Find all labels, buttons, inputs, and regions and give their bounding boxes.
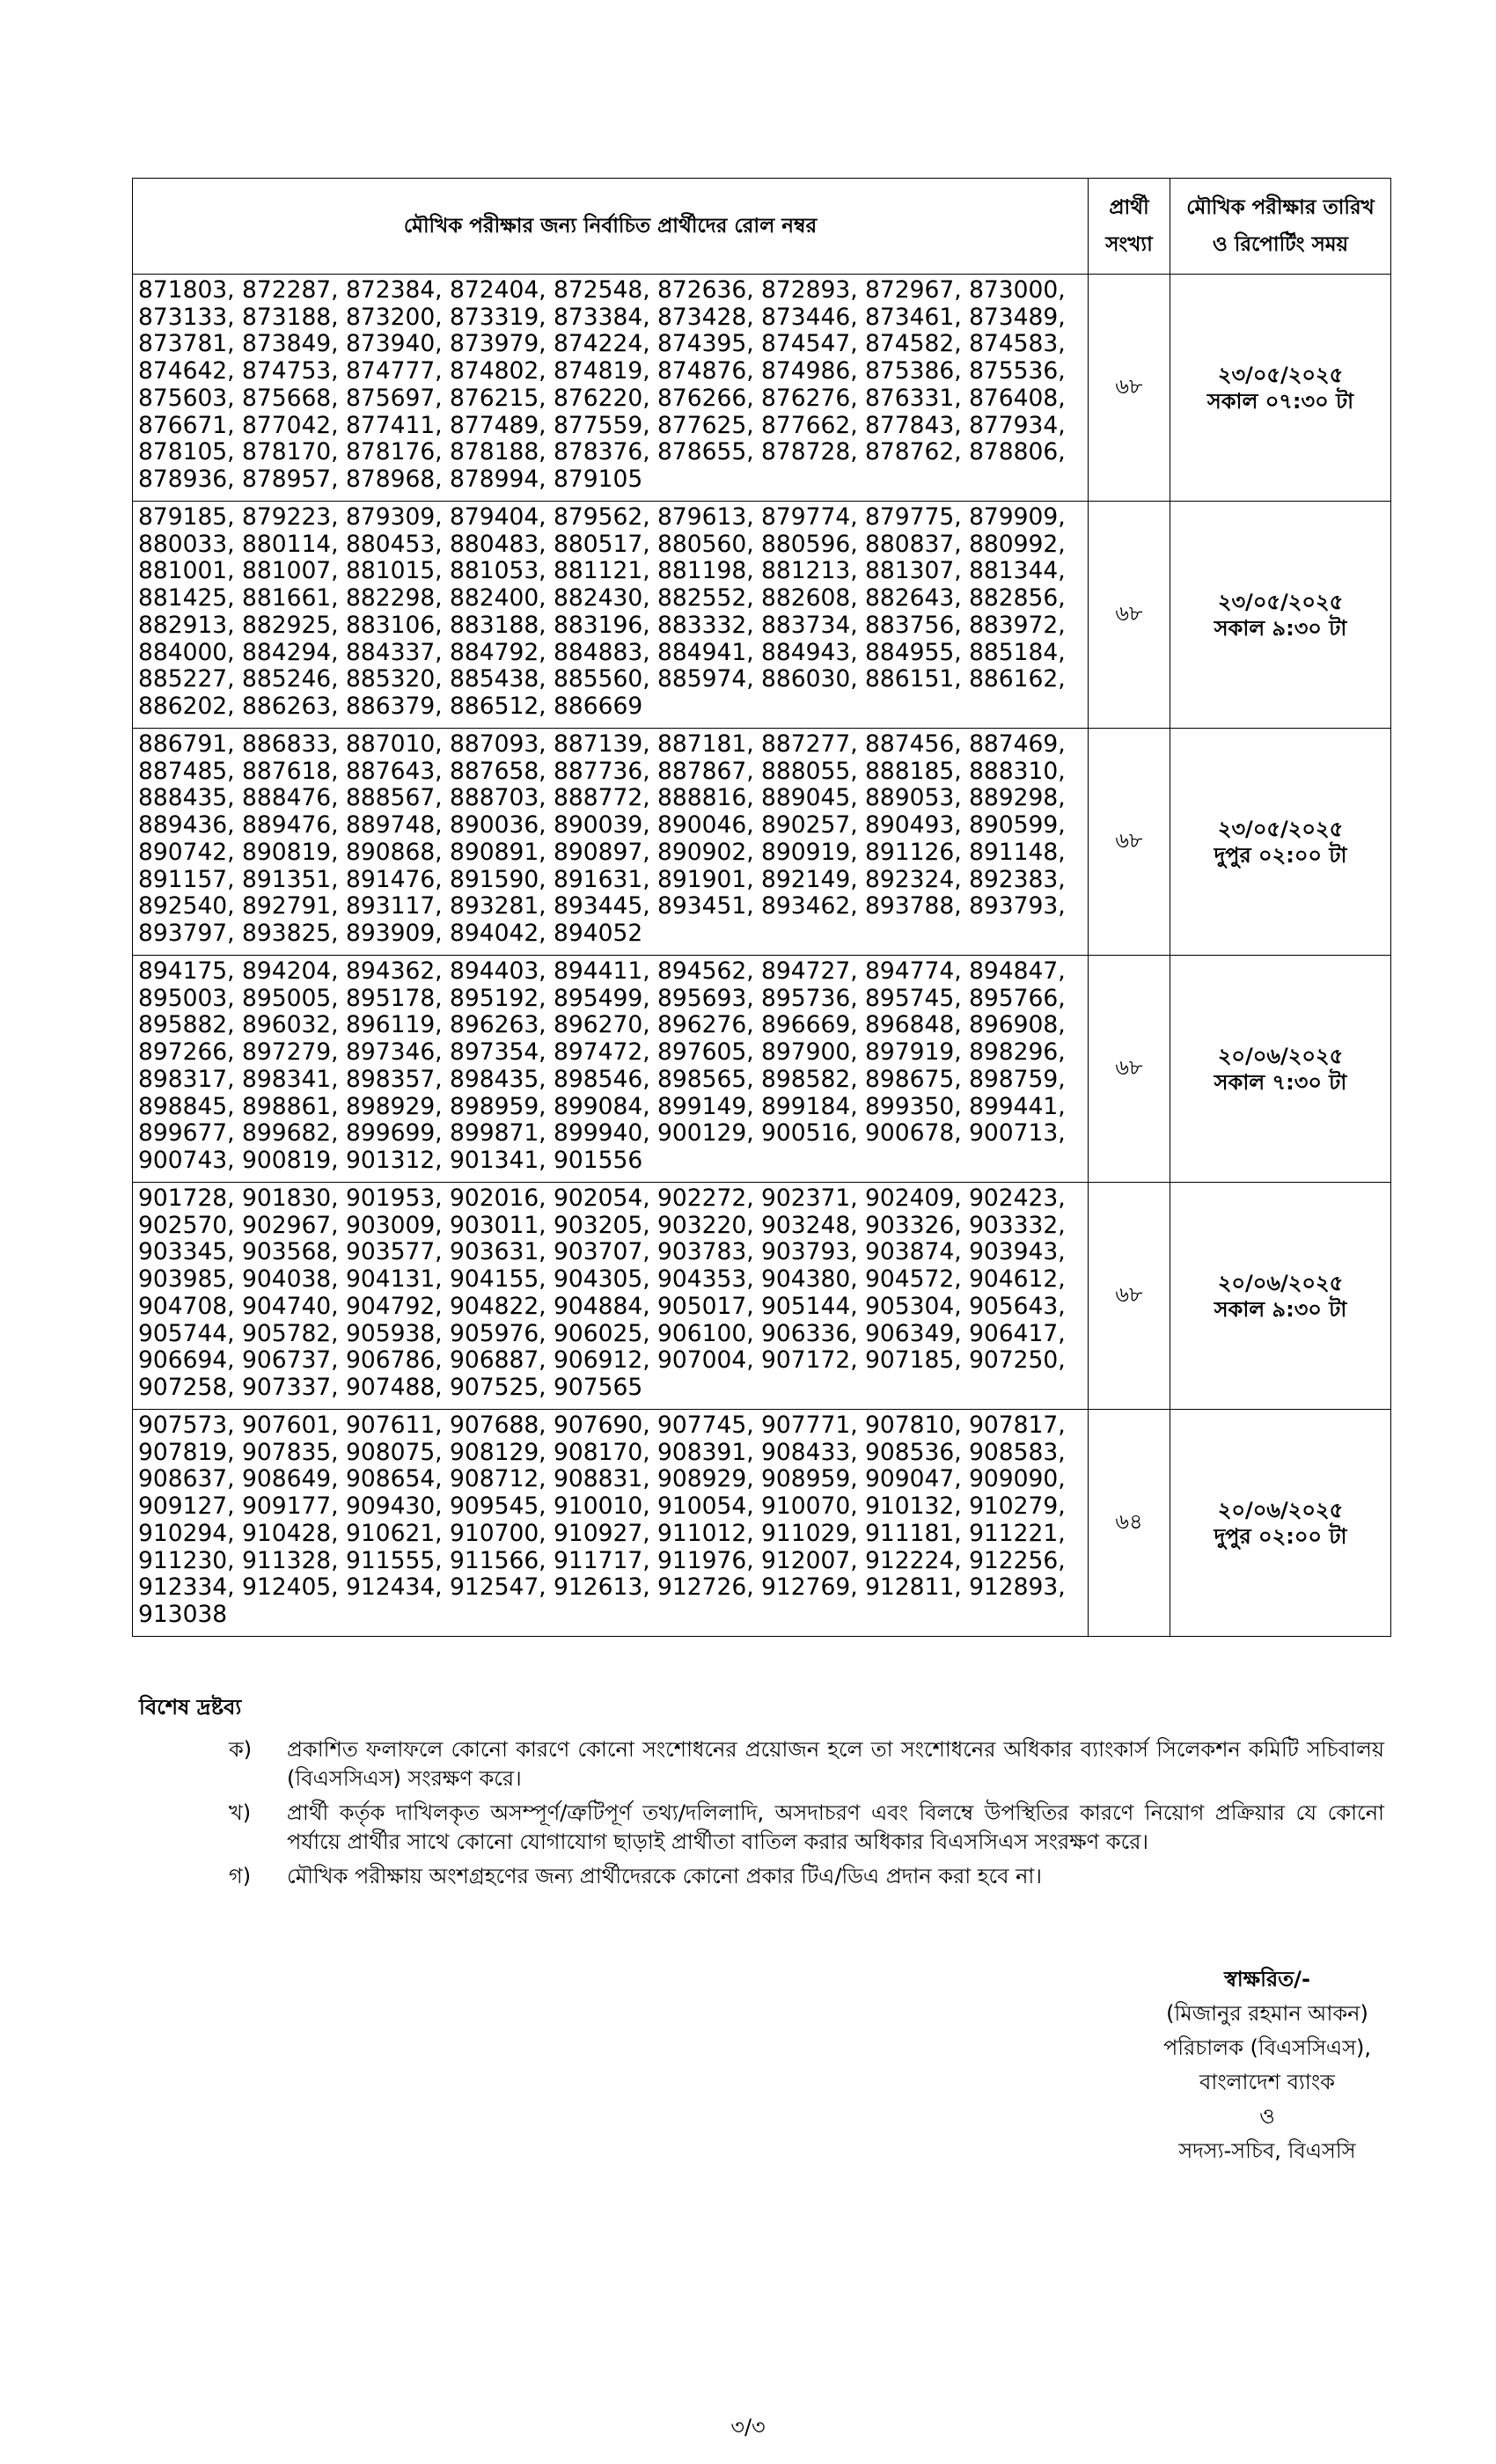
signed-label: স্বাক্ষরিত/- xyxy=(1224,1967,1310,1991)
note-marker: ক) xyxy=(229,1737,253,1762)
candidate-count-cell: ৬৮ xyxy=(1089,1183,1170,1410)
viva-date: ২৩/০৫/২০২৫ xyxy=(1217,589,1344,614)
candidate-count-cell: ৬৪ xyxy=(1089,1410,1170,1637)
note-item xyxy=(139,1735,1384,1793)
header-candidate-count xyxy=(1089,179,1170,275)
note-text: প্রার্থী কর্তৃক দাখিলকৃত অসম্পূর্ণ/ত্রুটিপূর্ণ তথ্য/দলিলাদি, অসদাচরণ এবং বিলম্বে উপস্থিতির কারণে নিয়োগ প্রক্রিয়ার যে কোনো পর্যায়ে প্রার্থীর সাথে কোনো যোগাযোগ ছাড়াই প্রার্থীতা বাতিল করার অধিকার বিএসসিএস সংরক্ষণ করে। xyxy=(287,1800,1384,1854)
roll-numbers-cell: 879185, 879223, 879309, 879404, 879562, 879613, 879774, 879775, 879909, 880033, 880114, 880453, 880483, 880517, 880560, 880596, 880837, 880992, 881001, 881007, 881015, 881053, 881121, 881198, 881213, 881307, 881344, 881425, 881661, 882298, 882400, 882430, 882552, 882608, 882643, 882856, 882913, 882925, 883106, 883188, 883196, 883332, 883734, 883756, 883972, 884000, 884294, 884337, 884792, 884883, 884941, 884943, 884955, 885184, 885227, 885246, 885320, 885438, 885560, 885974, 886030, 886151, 886162, 886202, 886263, 886379, 886512, 886669 xyxy=(133,502,1089,729)
roll-numbers-cell: 901728, 901830, 901953, 902016, 902054, 902272, 902371, 902409, 902423, 902570, 902967, 903009, 903011, 903205, 903220, 903248, 903326, 903332, 903345, 903568, 903577, 903631, 903707, 903783, 903793, 903874, 903943, 903985, 904038, 904131, 904155, 904305, 904353, 904380, 904572, 904612, 904708, 904740, 904792, 904822, 904884, 905017, 905144, 905304, 905643, 905744, 905782, 905938, 905976, 906025, 906100, 906336, 906349, 906417, 906694, 906737, 906786, 906887, 906912, 907004, 907172, 907185, 907250, 907258, 907337, 907488, 907525, 907565 xyxy=(133,1183,1089,1410)
reporting-time: দুপুর ০২:০০ টা xyxy=(1214,1523,1347,1549)
signatory-conjunction: ও xyxy=(1259,2104,1275,2129)
note-marker: খ) xyxy=(229,1800,252,1825)
note-item xyxy=(139,1862,1384,1891)
candidate-count-cell: ৬৮ xyxy=(1089,275,1170,502)
special-notes xyxy=(139,1691,1384,1896)
page-number: ৩/৩ xyxy=(730,2415,766,2439)
header-roll-numbers: মৌখিক পরীক্ষার জন্য নির্বাচিত প্রার্থীদের রোল নম্বর xyxy=(133,179,1089,275)
note-marker: গ) xyxy=(229,1864,252,1888)
notes-heading: বিশেষ দ্রষ্টব্য xyxy=(139,1695,242,1720)
roll-numbers-cell: 894175, 894204, 894362, 894403, 894411, 894562, 894727, 894774, 894847, 895003, 895005, 895178, 895192, 895499, 895693, 895736, 895745, 895766, 895882, 896032, 896119, 896263, 896270, 896276, 896669, 896848, 896908, 897266, 897279, 897346, 897354, 897472, 897605, 897900, 897919, 898296, 898317, 898341, 898357, 898435, 898546, 898565, 898582, 898675, 898759, 898845, 898861, 898929, 898959, 899084, 899149, 899184, 899350, 899441, 899677, 899682, 899699, 899871, 899940, 900129, 900516, 900678, 900713, 900743, 900819, 901312, 901341, 901556 xyxy=(133,956,1089,1183)
signature-block xyxy=(1091,1962,1443,2168)
table-header-row xyxy=(133,179,1391,275)
table-row xyxy=(133,1183,1391,1410)
signatory-name: (মিজানুর রহমান আকন) xyxy=(1166,2001,1368,2026)
viva-schedule-cell xyxy=(1170,502,1391,729)
reporting-time: সকাল ৭:৩০ টা xyxy=(1214,1069,1347,1095)
candidate-count-cell: ৬৮ xyxy=(1089,956,1170,1183)
signatory-organization: বাংলাদেশ ব্যাংক xyxy=(1199,2070,1335,2094)
viva-date: ২৩/০৫/২০২৫ xyxy=(1217,362,1344,387)
viva-schedule-cell xyxy=(1170,275,1391,502)
header-viva-date xyxy=(1170,179,1391,275)
viva-date: ২০/০৬/২০২৫ xyxy=(1217,1497,1344,1522)
table-row xyxy=(133,729,1391,956)
note-text: প্রকাশিত ফলাফলে কোনো কারণে কোনো সংশোধনের প্রয়োজন হলে তা সংশোধনের অধিকার ব্যাংকার্স সিলেকশন কমিটি সচিবালয় (বিএসসিএস) সংরক্ষণ করে। xyxy=(287,1737,1384,1791)
table-row xyxy=(133,275,1391,502)
reporting-time: সকাল ৯:৩০ টা xyxy=(1214,615,1347,641)
viva-schedule-cell xyxy=(1170,1410,1391,1637)
candidate-count-cell: ৬৮ xyxy=(1089,729,1170,956)
results-table xyxy=(132,178,1391,1637)
reporting-time: সকাল ৯:৩০ টা xyxy=(1214,1296,1347,1322)
header-count-line1: প্রার্থী xyxy=(1109,196,1149,219)
note-text: মৌখিক পরীক্ষায় অংশগ্রহণের জন্য প্রার্থীদেরকে কোনো প্রকার টিএ/ডিএ প্রদান করা হবে না। xyxy=(287,1864,1042,1888)
viva-schedule-cell xyxy=(1170,729,1391,956)
signatory-designation: পরিচালক (বিএসসিএস), xyxy=(1162,2035,1372,2060)
reporting-time: সকাল ০৭:৩০ টা xyxy=(1206,388,1354,414)
viva-date: ২০/০৬/২০২৫ xyxy=(1217,1270,1344,1295)
table-row xyxy=(133,502,1391,729)
viva-schedule-cell xyxy=(1170,956,1391,1183)
reporting-time: দুপুর ০২:০০ টা xyxy=(1214,842,1347,868)
table-row xyxy=(133,1410,1391,1637)
candidate-count-cell: ৬৮ xyxy=(1089,502,1170,729)
viva-date: ২০/০৬/২০২৫ xyxy=(1217,1043,1344,1068)
table-row xyxy=(133,956,1391,1183)
roll-numbers-cell: 886791, 886833, 887010, 887093, 887139, 887181, 887277, 887456, 887469, 887485, 887618, 887643, 887658, 887736, 887867, 888055, 888185, 888310, 888435, 888476, 888567, 888703, 888772, 888816, 889045, 889053, 889298, 889436, 889476, 889748, 890036, 890039, 890046, 890257, 890493, 890599, 890742, 890819, 890868, 890891, 890897, 890902, 890919, 891126, 891148, 891157, 891351, 891476, 891590, 891631, 891901, 892149, 892324, 892383, 892540, 892791, 893117, 893281, 893445, 893451, 893462, 893788, 893793, 893797, 893825, 893909, 894042, 894052 xyxy=(133,729,1089,956)
roll-numbers-cell: 907573, 907601, 907611, 907688, 907690, 907745, 907771, 907810, 907817, 907819, 907835, 908075, 908129, 908170, 908391, 908433, 908536, 908583, 908637, 908649, 908654, 908712, 908831, 908929, 908959, 909047, 909090, 909127, 909177, 909430, 909545, 910010, 910054, 910070, 910132, 910279, 910294, 910428, 910621, 910700, 910927, 911012, 911029, 911181, 911221, 911230, 911328, 911555, 911566, 911717, 911976, 912007, 912224, 912256, 912334, 912405, 912434, 912547, 912613, 912726, 912769, 912811, 912893, 913038 xyxy=(133,1410,1089,1637)
signatory-role: সদস্য-সচিব, বিএসসি xyxy=(1178,2138,1356,2163)
header-date-line2: ও রিপোর্টিং সময় xyxy=(1212,233,1349,256)
viva-date: ২৩/০৫/২০২৫ xyxy=(1217,816,1344,841)
viva-schedule-cell xyxy=(1170,1183,1391,1410)
header-count-line2: সংখ্যা xyxy=(1105,233,1153,256)
note-item xyxy=(139,1799,1384,1857)
roll-numbers-cell: 871803, 872287, 872384, 872404, 872548, 872636, 872893, 872967, 873000, 873133, 873188, 873200, 873319, 873384, 873428, 873446, 873461, 873489, 873781, 873849, 873940, 873979, 874224, 874395, 874547, 874582, 874583, 874642, 874753, 874777, 874802, 874819, 874876, 874986, 875386, 875536, 875603, 875668, 875697, 876215, 876220, 876266, 876276, 876331, 876408, 876671, 877042, 877411, 877489, 877559, 877625, 877662, 877843, 877934, 878105, 878170, 878176, 878188, 878376, 878655, 878728, 878762, 878806, 878936, 878957, 878968, 878994, 879105 xyxy=(133,275,1089,502)
header-date-line1: মৌখিক পরীক্ষার তারিখ xyxy=(1186,196,1375,219)
